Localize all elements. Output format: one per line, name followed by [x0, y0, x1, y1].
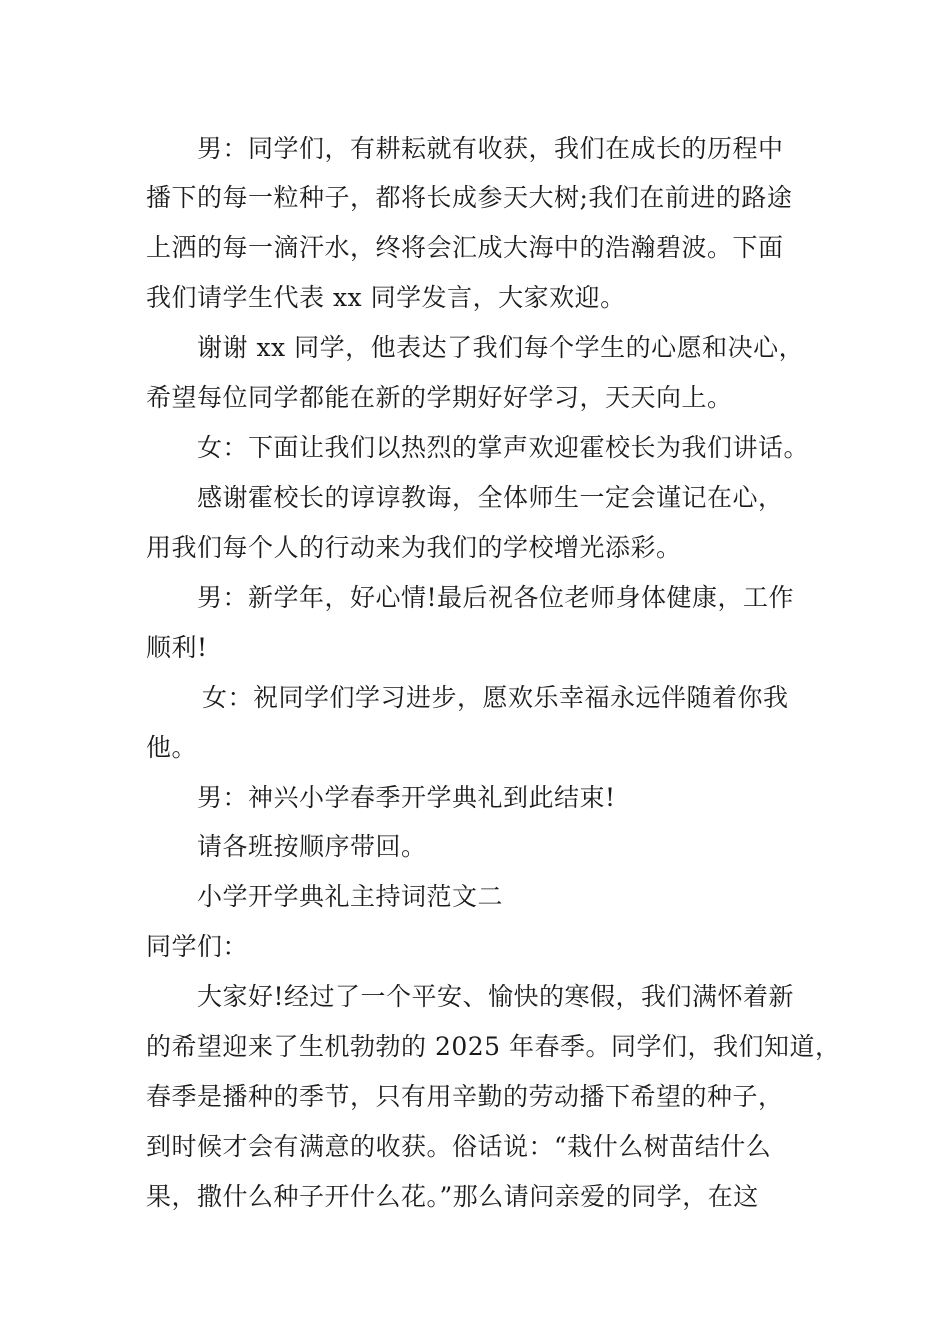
text-line: 他。 [146, 733, 198, 762]
text-line: 男：新学年，好心情!最后祝各位老师身体健康，工作 [197, 583, 795, 612]
text-line: 请各班按顺序带回。 [197, 832, 427, 861]
text-line: 果，撒什么种子开什么花。”那么请问亲爱的同学，在这 [146, 1182, 759, 1211]
text-line: 谢谢 xx 同学，他表达了我们每个学生的心愿和决心， [197, 333, 805, 362]
text-line: 希望每位同学都能在新的学期好好学习，天天向上。 [146, 383, 733, 412]
text-line: 男：神兴小学春季开学典礼到此结束! [197, 783, 616, 812]
text-line: 顺利! [146, 633, 208, 662]
text-line: 大家好!经过了一个平安、愉快的寒假，我们满怀着新 [197, 982, 795, 1011]
text-line: 女：祝同学们学习进步，愿欢乐幸福永远伴随着你我 [202, 683, 789, 712]
text-line: 感谢霍校长的谆谆教诲，全体师生一定会谨记在心， [197, 483, 784, 512]
text-line: 到时候才会有满意的收获。俗话说：“栽什么树苗结什么 [146, 1132, 772, 1161]
text-line: 用我们每个人的行动来为我们的学校增光添彩。 [146, 533, 682, 562]
text-line: 女：下面让我们以热烈的掌声欢迎霍校长为我们讲话。 [197, 433, 810, 462]
text-line: 我们请学生代表 xx 同学发言，大家欢迎。 [146, 283, 626, 312]
text-line: 的希望迎来了生机勃勃的 2025 年春季。同学们，我们知道， [146, 1032, 841, 1061]
section-heading: 小学开学典礼主持词范文二 [197, 882, 504, 911]
text-line: 春季是播种的季节，只有用辛勤的劳动播下希望的种子， [146, 1082, 784, 1111]
text-line: 播下的每一粒种子，都将长成参天大树;我们在前进的路途 [146, 183, 793, 212]
salutation: 同学们： [146, 932, 249, 961]
text-line: 男：同学们，有耕耘就有收获，我们在成长的历程中 [197, 134, 784, 163]
text-line: 上洒的每一滴汗水，终将会汇成大海中的浩瀚碧波。下面 [146, 233, 784, 262]
